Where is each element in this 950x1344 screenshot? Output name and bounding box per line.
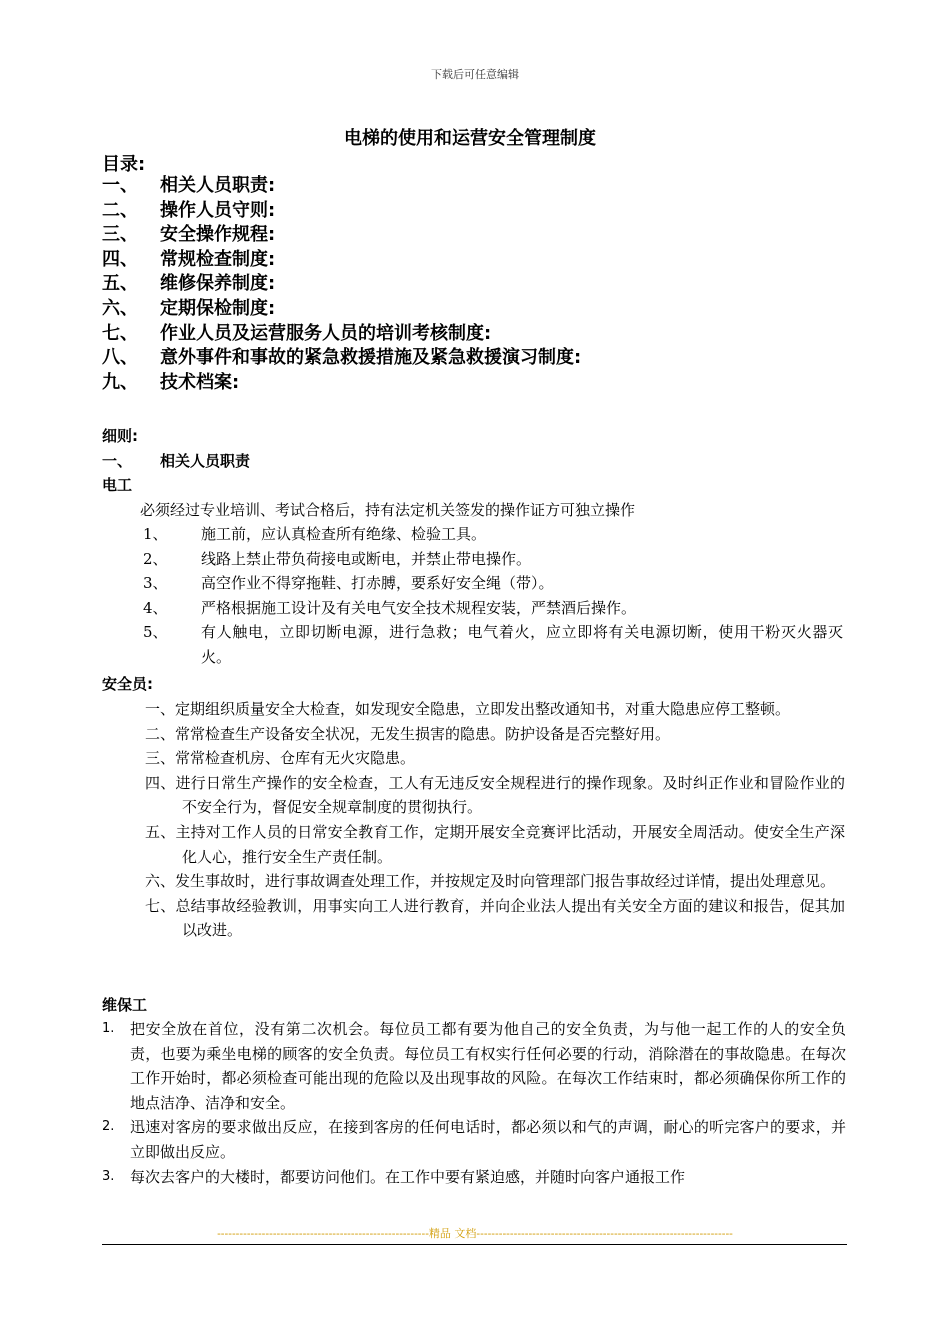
list-item: [143, 620, 843, 669]
maintenance-rules-list: [102, 1017, 846, 1189]
document-title: 电梯的使用和运营安全管理制度: [344, 128, 596, 149]
electrician-intro: 必须经过专业培训、考试合格后，持有法定机关签发的操作证方可独立操作: [140, 501, 636, 519]
header-note: 下载后可任意编辑: [431, 68, 519, 81]
toc-item-number: 四、: [102, 248, 138, 270]
details-label: 细则:: [102, 427, 138, 445]
toc-item-text: 意外事件和事故的紧急救援措施及紧急救援演习制度:: [160, 347, 582, 369]
toc-item-number: 三、: [102, 224, 138, 246]
toc-item: [102, 297, 862, 322]
list-item-number: 2.: [102, 1119, 115, 1135]
list-item-text: 线路上禁止带负荷接电或断电，并禁止带电操作。: [201, 549, 532, 568]
list-item: [102, 1017, 846, 1115]
toc-item-text: 技术档案:: [160, 371, 240, 393]
footer-watermark-text: ---------------------------------------------------------精品 文档---------------------------------------------------------------------: [217, 1227, 733, 1240]
list-item: 七、总结事故经验教训，用事实向工人进行教育，并向企业法人提出有关安全方面的建议和报告，促其加以改进。: [145, 896, 845, 940]
toc-item: [102, 272, 862, 297]
list-item: 五、主持对工作人员的日常安全教育工作，定期开展安全竞赛评比活动，开展安全周活动。使安全生产深化人心，推行安全生产责任制。: [145, 822, 845, 866]
list-item: 四、进行日常生产操作的安全检查，工人有无违反安全规程进行的操作现象。及时纠正作业和冒险作业的不安全行为，督促安全规章制度的贯彻执行。: [145, 773, 845, 817]
footer-divider: [102, 1244, 847, 1245]
list-item-number: 3.: [102, 1168, 115, 1184]
section-number: 一、: [102, 452, 133, 470]
list-item-number: 5、: [143, 623, 168, 642]
toc-item-text: 常规检查制度:: [160, 248, 276, 270]
list-item: 六、发生事故时，进行事故调查处理工作，并按规定及时向管理部门报告事故经过详情，提出处理意见。: [145, 872, 836, 891]
list-item: 三、常常检查机房、仓库有无火灾隐患。: [145, 749, 416, 768]
list-item-text: 把安全放在首位，没有第二次机会。每位员工都有要为他自己的安全负责，为与他一起工作的人的安全负责，也要为乘坐电梯的顾客的安全负责。每位员工有权实行任何必要的行动，消除潜在的事故隐患。在每次工作开始时，都必须检查可能出现的危险以及出现事故的风险。在每次工作结束时，都必须确保你所工作的地点洁净、洁净和安全。: [130, 1020, 846, 1112]
toc-item-number: 一、: [102, 175, 138, 196]
toc-item: [102, 199, 862, 224]
toc-item: [102, 223, 862, 248]
safety-officer-label: 安全员:: [102, 675, 153, 693]
toc-item-number: 九、: [102, 371, 138, 393]
list-item: [102, 1165, 846, 1190]
list-item-number: 3、: [143, 574, 168, 593]
list-item-number: 1.: [102, 1021, 115, 1036]
section-title: 相关人员职责: [160, 452, 251, 470]
list-item: 一、定期组织质量安全大检查，如发现安全隐患，立即发出整改通知书，对重大隐患应停工整顿。: [145, 700, 791, 718]
list-item: [102, 1115, 846, 1164]
list-item-number: 1、: [143, 525, 168, 543]
toc-item: [102, 346, 862, 371]
list-item: 二、常常检查生产设备安全状况，无发生损害的隐患。防护设备是否完整好用。: [145, 724, 671, 743]
toc-item: [102, 322, 862, 347]
toc-item-number: 八、: [102, 347, 138, 369]
toc-item-text: 定期保检制度:: [160, 297, 276, 319]
list-item: [143, 571, 843, 596]
list-item-number: 2、: [143, 549, 168, 568]
section-heading: [102, 450, 250, 471]
list-item-text: 有人触电，立即切断电源，进行急救；电气着火，应立即将有关电源切断，使用干粉灭火器灭火。: [201, 623, 843, 666]
list-item-text: 施工前，应认真检查所有绝缘、检验工具。: [201, 525, 487, 543]
toc-item-number: 六、: [102, 297, 138, 319]
toc-item: [102, 174, 862, 199]
toc-label: 目录:: [102, 154, 146, 175]
toc-item-number: 七、: [102, 322, 138, 344]
toc-item-text: 安全操作规程:: [160, 224, 276, 246]
toc-item-text: 相关人员职责:: [160, 175, 276, 196]
list-item-text: 每次去客户的大楼时，都要访问他们。在工作中要有紧迫感，并随时向客户通报工作: [130, 1167, 686, 1186]
toc-item: [102, 248, 862, 273]
safety-officer-duties-list: [145, 697, 845, 943]
toc-item-text: 操作人员守则:: [160, 199, 276, 221]
toc-item-number: 五、: [102, 273, 138, 295]
toc-item-text: 维修保养制度:: [160, 273, 276, 295]
list-item: [143, 547, 843, 572]
table-of-contents: [102, 174, 862, 395]
toc-item-text: 作业人员及运营服务人员的培训考核制度:: [160, 322, 492, 344]
maintenance-worker-label: 维保工: [102, 996, 148, 1014]
list-item-text: 严格根据施工设计及有关电气安全技术规程安装，严禁酒后操作。: [201, 598, 637, 617]
list-item-text: 高空作业不得穿拖鞋、打赤膊，要系好安全绳（带）。: [201, 574, 554, 593]
list-item-number: 4、: [143, 598, 168, 617]
toc-item: [102, 371, 862, 396]
list-item-text: 迅速对客房的要求做出反应，在接到客房的任何电话时，都必须以和气的声调，耐心的听完客户的要求，并立即做出反应。: [130, 1118, 846, 1161]
electrician-label: 电工: [102, 476, 133, 494]
toc-item-number: 二、: [102, 199, 138, 221]
list-item: [143, 596, 843, 621]
electrician-rules-list: [143, 522, 843, 670]
list-item: [143, 522, 843, 547]
